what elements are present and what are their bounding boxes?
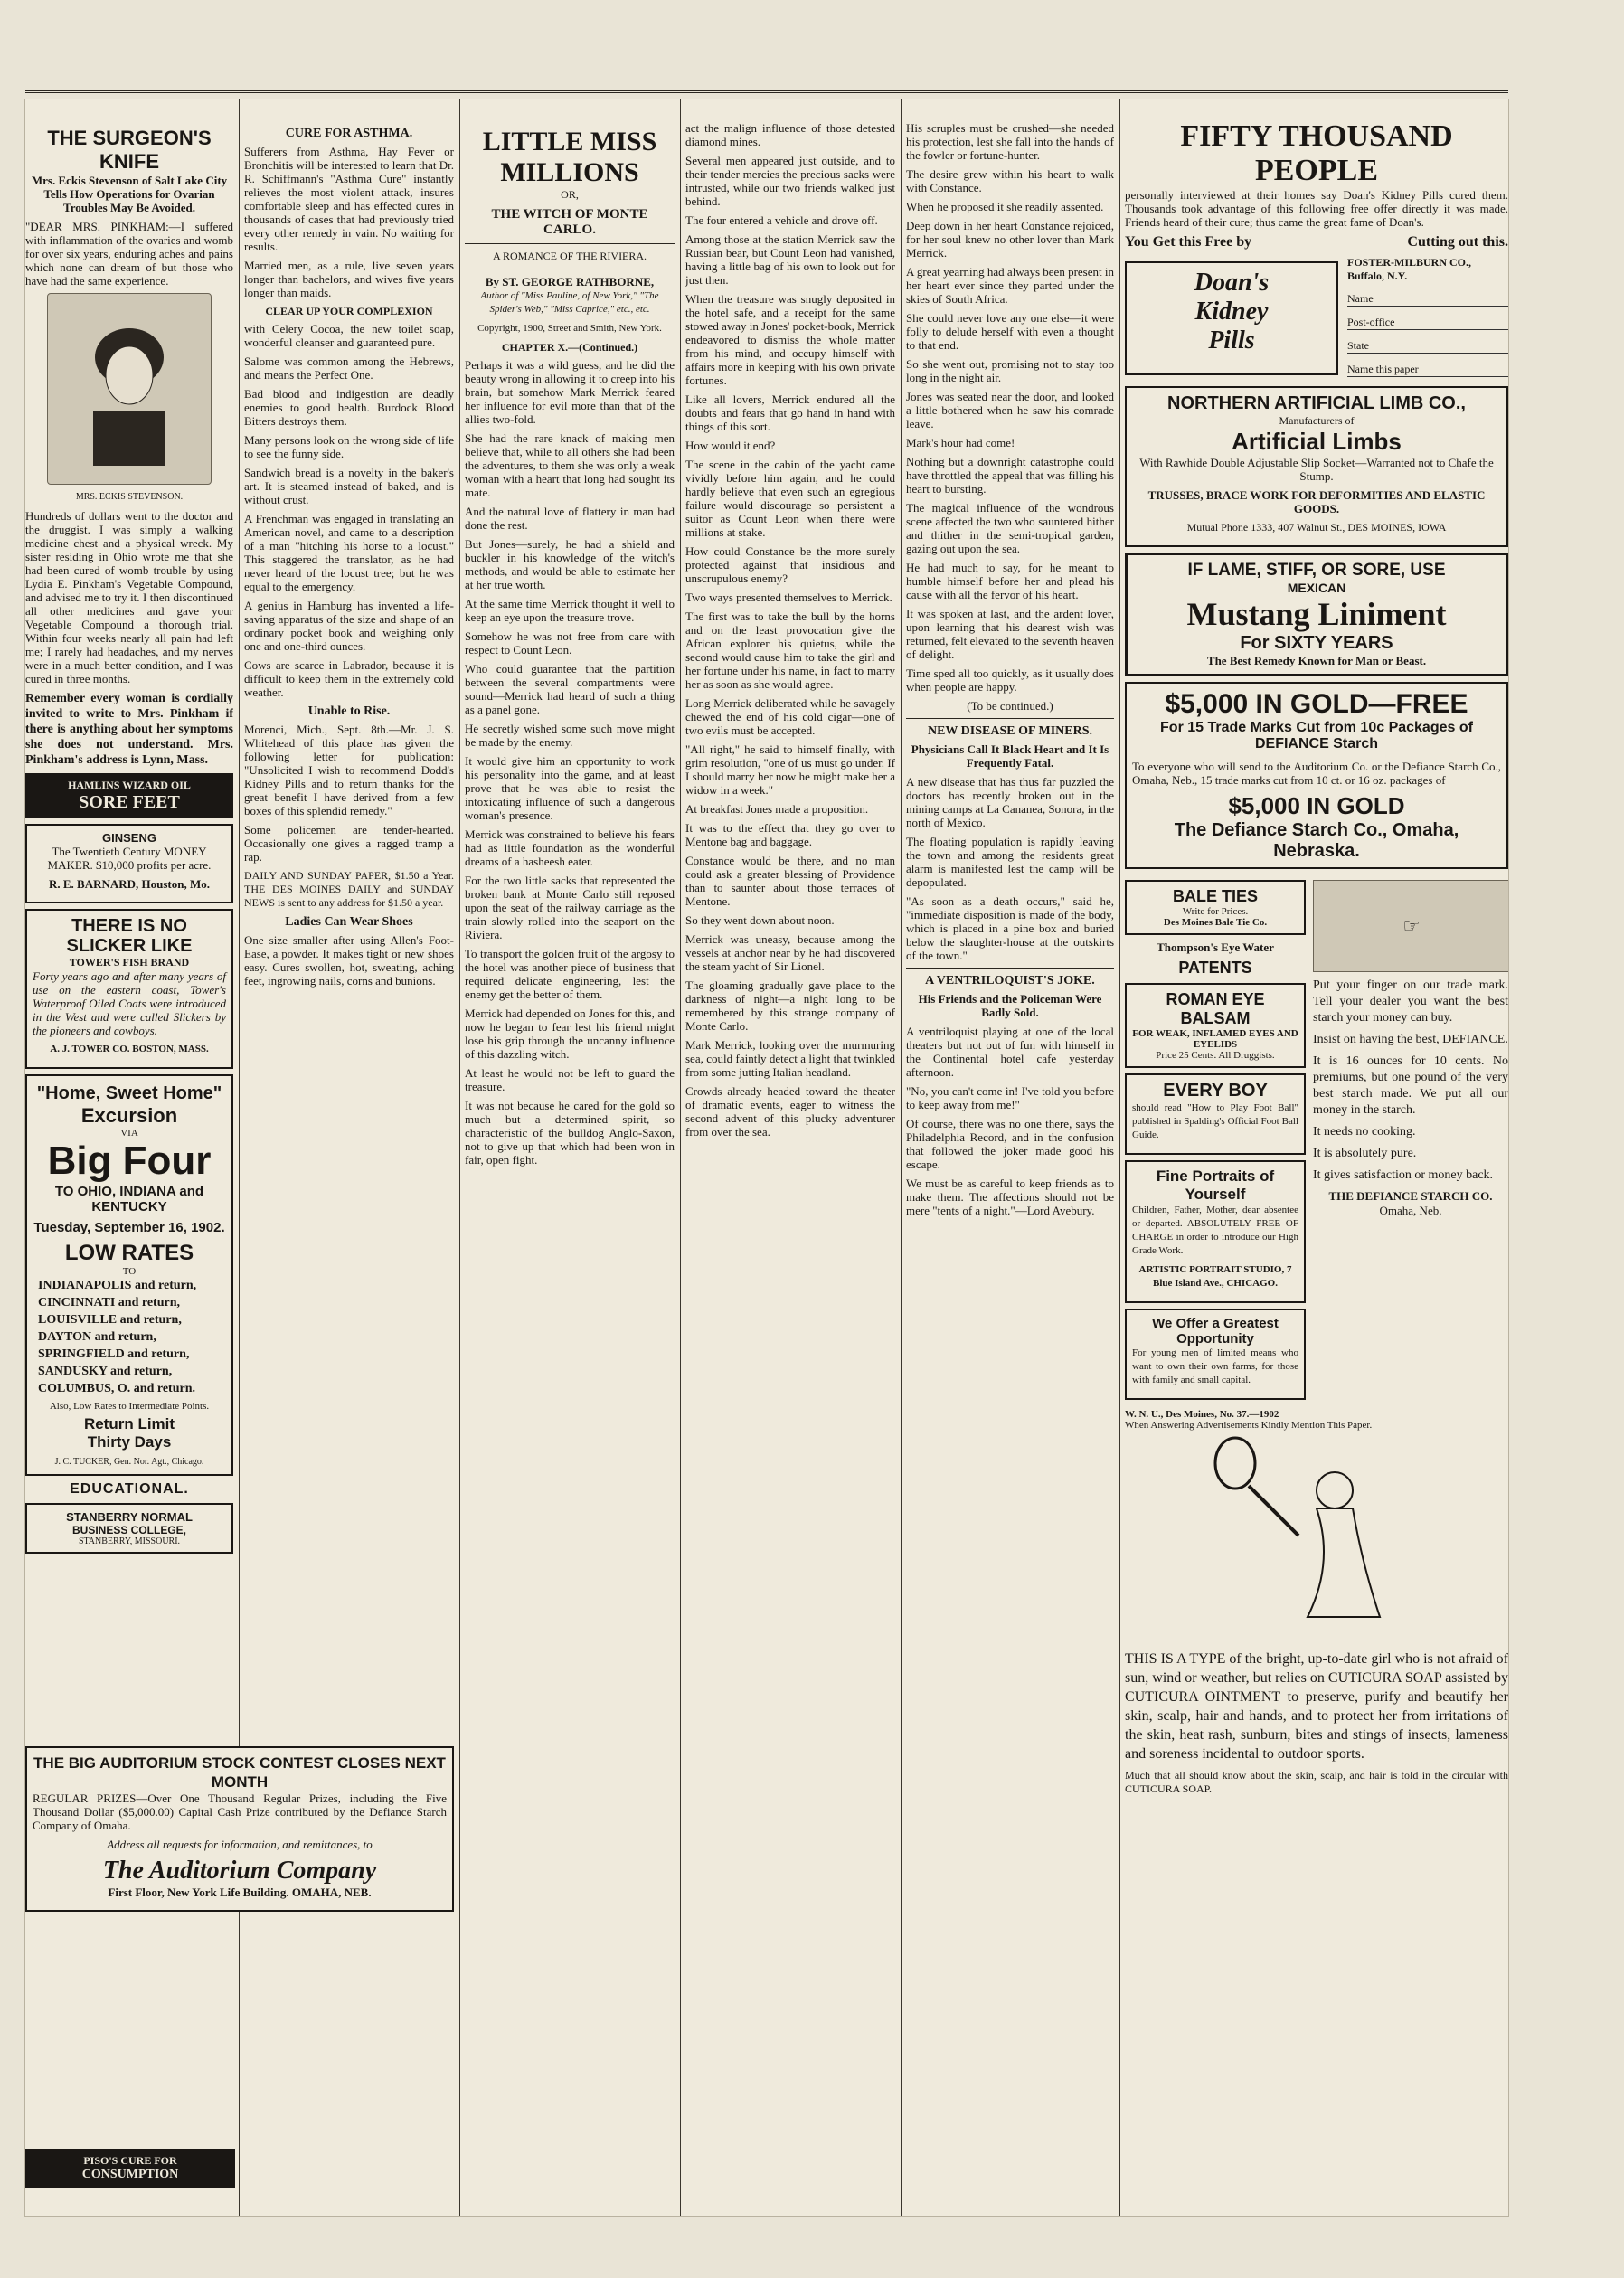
paragraph: Time sped all too quickly, as it usually does when people are happy. [906,666,1114,694]
paragraph: A Frenchman was engaged in translating an American novel, and came to a description of a man "hitching his horse to a locust." This staggered the translator, as he had never heard of the locust tree; but he was equal to the emergency. [244,512,454,593]
doans-firm: FOSTER-MILBURN CO., Buffalo, N.Y. [1347,256,1472,282]
piso-line2: CONSUMPTION [81,2168,179,2181]
auditorium-address: Address all requests for information, and remittances, to [107,1838,373,1851]
surgeon-title: THE SURGEON'S KNIFE [47,127,212,173]
column-3 [465,99,675,2216]
bigfour-rates: LOW RATES [64,1241,194,1265]
small-ads-row [1125,874,1508,1405]
paragraph: A great yearning had always been present in her heart ever since they parted under the skies of South Africa. [906,265,1114,306]
ginseng-title: GINSENG [102,831,156,845]
doans-free-row [1125,234,1508,250]
defiance-body: To everyone who will send to the Auditorium Co. or the Defiance Starch Co., Omaha, Neb., 15 trade marks cut from 10 ct. or 16 oz. packages of [1132,760,1501,787]
paragraph: act the malign influence of those detested diamond mines. [685,121,895,148]
bigfour-name: Big Four [47,1139,212,1183]
complexion-title: CLEAR UP YOUR COMPLEXION [265,305,433,317]
paragraph: And the natural love of flattery in man had done the rest. [465,505,675,532]
limb-trusses: TRUSSES, BRACE WORK FOR DEFORMITIES AND ELASTIC GOODS. [1147,488,1486,515]
paragraph: Merrick was uneasy, because among the vessels at anchor near by he had discovered the steam yacht of Sir Lionel. [685,932,895,973]
limb-mfr: Manufacturers of [1279,414,1355,427]
defiance-gold-ad [1125,682,1508,869]
doans-box-line1: Doan's [1194,269,1270,297]
joke-title: A VENTRILOQUIST'S JOKE. [925,974,1095,988]
bigfour-ad [25,1074,233,1476]
ginseng-ad [25,824,233,903]
auditorium-where: First Floor, New York Life Building. OMAHA, NEB. [108,1886,372,1899]
tennis-racket-icon [1199,1436,1434,1644]
stanberry-line2: BUSINESS COLLEGE, [71,1524,187,1536]
married-note: Married men, as a rule, live seven years longer than bachelors, and wives five years longer than maids. [244,259,454,299]
cuticura-body: THIS IS A TYPE of the bright, up-to-date girl who is not afraid of sun, wind or weather, but relies on CUTICURA SOAP assisted by CUTICURA OINTMENT to preserve, purify and beautify her skin, scalp, hair and hands, and to protect her from irritations of the skin, heat rash, sunburn, bites and stings of insects, lameness and soreness incidental to outdoor sports. [1125,1651,1508,1762]
cuticura-foot: Much that all should know about the skin, scalp, and hair is told in the circular with CUTICURA SOAP. [1125,1769,1508,1795]
serial-or: OR, [561,188,579,201]
bigfour-to2: TO [122,1266,137,1277]
asthma-title: CURE FOR ASTHMA. [285,127,413,140]
avebury-quote: We must be as careful to keep friends as to make them. The affections should not be mere "tents of a night."—Lord Avebury. [906,1177,1114,1217]
roman-title: ROMAN EYE BALSAM [1166,990,1265,1027]
coupon-state-field[interactable]: State [1347,339,1508,354]
boy-title: EVERY BOY [1163,1081,1268,1101]
starch-city: Omaha, Neb. [1379,1204,1442,1217]
paragraph: "No, you can't come in! I've told you before to keep away from me!" [906,1084,1114,1111]
auditorium-body: REGULAR PRIZES—Over One Thousand Regular Prizes, including the Five Thousand Dollar ($5,000.00) Capital Cash Prize contributed by the Defiance Starch Company of Omaha. [33,1791,447,1832]
serial-chapter: CHAPTER X.—(Continued.) [501,341,638,354]
paragraph: Among those at the station Merrick saw the Russian bear, but Count Leon had vanished, having a little bag of his own to look out for just then. [685,232,895,287]
starch-line: It is absolutely pure. [1313,1147,1417,1160]
column-5 [906,99,1114,2216]
city-line: INDIANAPOLIS and return, [38,1279,197,1292]
ladies-body: One size smaller after using Allen's Foot-Ease, a powder. It makes tight or new shoes easy. Cures swollen, hot, sweating, aching feet, ingrowing nails, corns and bunions. [244,933,454,988]
paragraph: The first was to take the bull by the horns and on the least provocation give the African explorer his quietus, while the second would cause him to take the girl and her fortune under his name, in fact to marry her as soon as she would agree. [685,610,895,691]
paragraph: Salome was common among the Hebrews, and means the Perfect One. [244,354,454,382]
paragraph: When he proposed it she readily assented. [906,200,1104,213]
mustang-mexican: MEXICAN [1287,581,1346,595]
piso-ad [25,2149,235,2188]
roman-price: Price 25 Cents. All Druggists. [1156,1050,1275,1061]
surgeon-subhead: Mrs. Eckis Stevenson of Salt Lake City Tells How Operations for Ovarian Troubles May Be Avoided. [31,174,228,214]
limb-title: NORTHERN ARTIFICIAL LIMB CO., [1167,393,1466,413]
complexion-body: with Celery Cocoa, the new toilet soap, wonderful cleanser and guaranteed pure. [244,322,454,349]
hamlins-ad [25,773,233,818]
to-be-continued: (To be continued.) [967,699,1053,713]
starch-line: It gives satisfaction or money back. [1313,1168,1494,1182]
paragraph: Merrick had depended on Jones for this, and now he began to fear lest his friend might lose his grip through the uncanny influence of this dazzling witch. [465,1007,675,1061]
tower-title: THERE IS NO SLICKER LIKE [66,916,193,956]
roman-sub: FOR WEAK, INFLAMED EYES AND EYELIDS [1132,1028,1298,1050]
defiance-title: $5,000 IN GOLD—FREE [1165,689,1468,719]
paragraph: The gloaming gradually gave place to the darkness of night—a night long to be remembered by this strange company of Monte Carlo. [685,978,895,1033]
bigfour-cities [31,1277,228,1397]
doans-box-line2: Kidney [1194,298,1269,326]
paragraph: It was spoken at last, and the ardent lover, upon learning that his dearest wish was returned, felt elevated to the seventh heaven of delight. [906,607,1114,661]
defiance-gold: $5,000 IN GOLD [1228,792,1405,819]
paragraph: How would it end? [685,439,776,452]
daily-paper-ad: DAILY AND SUNDAY PAPER, $1.50 a Year. THE DES MOINES DAILY and SUNDAY NEWS is sent to any address for $1.50 a year. [244,869,454,909]
doans-free: You Get this Free by [1125,234,1252,250]
bigfour-via: VIA [120,1128,138,1139]
column-4 [685,99,895,2216]
limb-product: Artificial Limbs [1232,428,1402,455]
city-line: DAYTON and return, [38,1330,156,1344]
serial-copyright: Copyright, 1900, Street and Smith, New York. [477,323,662,334]
serial-author-note: Author of "Miss Pauline, of New York," "The Spider's Web," "Miss Caprice," etc., etc. [480,290,659,315]
woman-portrait-icon [75,312,184,466]
doans-body: personally interviewed at their homes say Doan's Kidney Pills cured them. Thousands took advantage of this following free offer directly it was made. Friends heard of their cure; thus came the great fame of Doan's. [1125,188,1508,229]
surgeon-emph: Remember every woman is cordially invited to write to Mrs. Pinkham if there is anything about her symptoms she does not understand. Mrs. Pinkham's address is Lynn, Mass. [25,692,233,767]
city-line: LOUISVILLE and return, [38,1313,182,1327]
serial-title: LITTLE MISS MILLIONS [482,127,657,187]
paragraph: Long Merrick deliberated while he savagely chewed the end of his cold cigar—one of two evils must be accepted. [685,696,895,737]
newspaper-page [25,99,1508,2216]
bale-title: BALE TIES [1172,887,1258,905]
stanberry-ad [25,1503,233,1554]
city-line: COLUMBUS, O. and return. [38,1382,195,1395]
paragraph: His scruples must be crushed—she needed his protection, lest she fall into the hands of the fowler or fortune-hunter. [906,121,1114,162]
doans-coupon [1125,256,1508,381]
limb-addr: Mutual Phone 1333, 407 Walnut St., DES MOINES, IOWA [1186,521,1447,534]
opportunity-body: For young men of limited means who want to own their own farms, for those with family and small capital. [1132,1347,1298,1385]
auditorium-title: THE BIG AUDITORIUM STOCK CONTEST CLOSES NEXT MONTH [33,1754,446,1791]
paragraph: Like all lovers, Merrick endured all the doubts and fears that go hand in hand with things of this sort. [685,392,895,433]
wnu-line: W. N. U., Des Moines, No. 37.—1902 [1125,1409,1279,1420]
paragraph: How could Constance be the more surely protected against that insidious and unscrupulous enemy? [685,544,895,585]
bale-write: Write for Prices. [1182,906,1249,917]
portraits-firm: ARTISTIC PORTRAIT STUDIO, 7 Blue Island Ave., CHICAGO. [1138,1264,1292,1289]
boy-ad [1125,1073,1306,1155]
paragraph: She had the rare knack of making men believe that, while to all others she had been the adventures, to them she was only a weak woman with a heart that long had sought its mate. [465,431,675,499]
paragraph: Two ways presented themselves to Merrick. [685,591,892,604]
bigfour-limit1: Return Limit [83,1415,175,1432]
unable-title: Unable to Rise. [307,704,391,718]
ginseng-who: R. E. BARNARD, Houston, Mo. [48,877,211,891]
paragraph: Crowds already headed toward the theater of dramatic events, eager to witness the second advent of this plucky adventurer from over the sea. [685,1084,895,1139]
starch-line: Insist on having the best, DEFIANCE. [1313,1033,1508,1046]
portrait-caption: MRS. ECKIS STEVENSON. [75,492,184,502]
tower-maker: A. J. TOWER CO. BOSTON, MASS. [50,1044,209,1054]
paragraph: Of course, there was no one there, says the Philadelphia Record, and in the confusion that followed the joker made good his escape. [906,1117,1114,1171]
disease-title: NEW DISEASE OF MINERS. [927,724,1093,738]
auditorium-ad [25,1746,454,1912]
tennis-girl-illustration [1199,1436,1434,1644]
bale-who: Des Moines Bale Tie Co. [1163,917,1268,928]
paragraph: Many persons look on the wrong side of life to see the funny side. [244,433,454,460]
paragraph: The four entered a vehicle and drove off. [685,213,878,227]
hamlins-line2: SORE FEET [79,792,180,812]
paragraph: So they went down about noon. [685,913,835,927]
stanberry-line1: STANBERRY NORMAL [66,1510,193,1524]
paragraph: Bad blood and indigestion are deadly enemies to good health. Burdock Blood Bitters destroys them. [244,387,454,428]
paragraph: He had much to say, for he meant to humble himself before her and plead his cause with all the fervor of his heart. [906,561,1114,601]
paragraph: Cows are scarce in Labrador, because it is difficult to keep them in the extremely cold weather. [244,658,454,699]
bigfour-to: TO OHIO, INDIANA and KENTUCKY [54,1184,204,1215]
disease-sub: Physicians Call It Black Heart and It Is Frequently Fatal. [911,742,1109,770]
column-6-ads [1125,99,1508,2216]
boy-body: should read "How to Play Foot Ball" published in Spalding's Official Foot Ball Guide. [1132,1102,1298,1140]
paragraph: A genius in Hamburg has invented a life-saving apparatus of the size and shape of an ordinary pocket book and weighing only one and one-third ounces. [244,599,454,653]
unable-body: Morenci, Mich., Sept. 8th.—Mr. J. S. Whitehead of this place has given the following letter for publication: "Unsolicited I wish to recommend Dodd's Kidney Pills and to return thanks for the great benefit I have derived from a few boxes of this splendid remedy." [244,723,454,818]
coupon-name-field[interactable]: Name [1347,292,1508,307]
doans-box-line3: Pills [1208,326,1255,354]
paragraph: So she went out, promising not to stay too long in the night air. [906,357,1114,384]
bigfour-date: Tuesday, September 16, 1902. [33,1220,225,1235]
bale-ad [1125,880,1306,935]
starch-line: It needs no cooking. [1313,1125,1416,1139]
portraits-title: Fine Portraits of Yourself [1156,1167,1275,1203]
column-rule [1119,99,1120,2216]
starch-co: THE DEFIANCE STARCH CO. [1328,1189,1493,1203]
defiance-sub: For 15 Trade Marks Cut from 10c Packages of DEFIANCE Starch [1160,720,1473,751]
column-rule [459,99,460,2216]
serial-author: By ST. GEORGE RATHBORNE, [485,275,655,288]
tower-brand: TOWER'S FISH BRAND [69,956,190,969]
paragraph: Several men appeared just outside, and to their tender mercies the precious sacks were intrusted, while our two friends walked just behind. [685,154,895,208]
ladies-title: Ladies Can Wear Shoes [285,915,413,929]
bigfour-limit2: Thirty Days [87,1433,172,1451]
paragraph: "As soon as a death occurs," said he, "immediate disposition is made of the body, which is placed in a pine box and buried below the slaughter-house at the outskirts of the town." [906,894,1114,962]
doans-form [1347,256,1508,381]
limb-ad [1125,386,1508,547]
coupon-paper-field[interactable]: Name this paper [1347,363,1508,377]
paragraph: It would give him an opportunity to work his personality into the game, and at least prove that he was able to resist the intoxicating influence of such a dangerous woman's presence. [465,754,675,822]
portrait-illustration [47,293,212,485]
serial-tag: A ROMANCE OF THE RIVIERA. [492,250,647,262]
asthma-body: Sufferers from Asthma, Hay Fever or Bronchitis will be interested to learn that Dr. R. Schiffmann's "Asthma Cure" instantly relieves the most violent attack, insures comfortable sleep and has effected cures in thousands of cases that had previously tried every other remedy in vain. No waiting for results. [244,145,454,253]
piso-line1: PISO'S CURE FOR [83,2154,177,2167]
column-rule [901,99,902,2216]
bigfour-also: Also, Low Rates to Intermediate Points. [49,1401,210,1412]
coupon-postoffice-field[interactable]: Post-office [1347,316,1508,330]
joke-sub: His Friends and the Policeman Were Badly Sold. [918,992,1102,1019]
hand-icon: ☞ [1402,914,1421,937]
stanberry-place: STANBERRY, MISSOURI. [78,1536,181,1546]
doans-title: FIFTY THOUSAND PEOPLE [1180,119,1453,187]
paragraph: Mark's hour had come! [906,436,1015,449]
doans-cut: Cutting out this. [1407,234,1508,250]
paragraph: But Jones—surely, he had a shield and buckler in his knowledge of the witch's methods, and would be able to estimate her at her true worth. [465,537,675,591]
paragraph: The floating population is rapidly leaving the town and among the residents great alarm is manifested lest the camp will be depopulated. [906,835,1114,889]
masthead-rule [25,54,1508,93]
thompson-ad: Thompson's Eye Water [1157,941,1274,954]
city-line: SPRINGFIELD and return, [38,1347,190,1361]
paragraph: It was to the effect that they go over to Mentone bag and baggage. [685,821,895,848]
tower-ad [25,909,233,1069]
column-2 [244,99,454,1727]
city-line: CINCINNATI and return, [38,1296,181,1309]
tower-body: Forty years ago and after many years of use on the eastern coast, Tower's Waterproof Oiled Coats were introduced in the West and were called Slickers by the pioneers and cowboys. [33,969,226,1037]
paragraph: She could never love any one else—it were folly to delude herself with even a thought to that end. [906,311,1114,352]
paragraph: For the two little sacks that represented the broken bank at Monte Carlo still reposed upon the seat of the railway carriage as the train slowly rolled into the seaport on the Riviera. [465,874,675,941]
bigfour-title2: Excursion [80,1104,178,1127]
roman-ad [1125,983,1306,1068]
patents-ad: PATENTS [1178,959,1252,977]
mustang-ad [1125,553,1508,676]
mustang-years: For SIXTY YEARS [1240,633,1393,653]
surgeon-lead: "DEAR MRS. PINKHAM:—I suffered with inflammation of the ovaries and womb for over six years, enduring aches and pains which none can dream of but those who have had the same experience. [25,220,233,288]
ginseng-line: The Twentieth Century MONEY MAKER. $10,000 profits per acre. [47,845,212,872]
column-rule [680,99,681,2216]
paragraph: The desire grew within his heart to walk with Constance. [906,167,1114,194]
mustang-name: Mustang Liniment [1186,596,1447,632]
starch-line: It is 16 ounces for 10 cents. No premiums, but one pound of the very best starch made. We put all our money in the starch. [1313,1054,1508,1117]
paragraph: Merrick was constrained to believe his fears had as little foundation as the wonderful dreams of a hasheesh eater. [465,827,675,868]
paragraph: At least he would not be left to guard the treasure. [465,1066,675,1093]
small-ads-left [1125,874,1306,1405]
hamlins-line1: HAMLINS WIZARD OIL [68,779,191,791]
defiance-co: The Defiance Starch Co., Omaha, Nebraska. [1174,820,1459,861]
police-note: Some policemen are tender-hearted. Occasionally one gives a ragged tramp a rap. [244,823,454,864]
paragraph: Nothing but a downright catastrophe could have throttled the appeal that was filling his heart to bursting. [906,455,1114,496]
opportunity-title: We Offer a Greatest Opportunity [1152,1316,1279,1347]
paragraph: At the same time Merrick thought it well to keep an eye upon the treasure trove. [465,597,675,624]
educational-heading: EDUCATIONAL. [70,1481,189,1497]
starch-line: Put your finger on our trade mark. Tell your dealer you want the best starch your money can buy. [1313,978,1508,1025]
hand-illustration [1313,880,1508,972]
bigfour-agent: J. C. TUCKER, Gen. Nor. Agt., Chicago. [54,1457,204,1467]
surgeon-body: Hundreds of dollars went to the doctor and the druggist. I was simply a walking medicine chest and a physical wreck. My sister residing in Ohio wrote me that she had been cured of womb trouble by using Lydia E. Pinkham's Vegetable Compound, and advised me to try it. I then discontinued all other medicines and gave your Vegetable Compound a thorough trial. Within four weeks nearly all pain had left me; I rarely had headaches, and my nerves were in a much better condition, and I was cured in three months. [25,509,233,685]
limb-desc: With Rawhide Double Adjustable Slip Socket—Warranted not to Chafe the Stump. [1139,456,1494,483]
paragraph: Perhaps it was a wild guess, and he did the beauty wrong in allowing it to creep into his brain, but somehow Mark Merrick feared her influence for evil more than that of the allies two-fold. [465,358,675,426]
mustang-top: IF LAME, STIFF, OR SORE, USE [1187,561,1446,580]
paragraph: At breakfast Jones made a proposition. [685,802,869,816]
paragraph: A ventriloquist playing at one of the local theaters but not out of fun with himself in the Continental hotel cafe yesterday afternoon. [906,1025,1114,1079]
auditorium-name: The Auditorium Company [102,1857,377,1885]
bigfour-title1: "Home, Sweet Home" [36,1083,222,1103]
paragraph: He secretly wished some such move might be made by the enemy. [465,722,675,749]
paragraph: The magical influence of the wondrous scene affected the two who sauntered hither and thither in the semi-tropical garden, gazing out upon the sea. [906,501,1114,555]
doans-pill-box [1125,261,1338,375]
starch-side-ad [1313,874,1508,1405]
paragraph: When the treasure was snugly deposited in the hotel safe, and a receipt for the same stowed away in Jones' pocket-book, Merrick endeavored to dismiss the whole matter from his mind, and occupy himself with affairs more in keeping with his own private fortunes. [685,292,895,387]
paragraph: Deep down in her heart Constance rejoiced, for her soul knew no other lover than Mark Merrick. [906,219,1114,260]
paragraph: It was not because he cared for the gold so much but a determined spirit, so characteristic of the bulldog Anglo-Saxon, not to give up that which had been won in fair, open fight. [465,1099,675,1167]
city-line: SANDUSKY and return, [38,1365,173,1378]
paragraph: Constance would be there, and no man could ask a greater blessing of Providence than to saunter about those terraces of Mentone. [685,854,895,908]
portraits-body: Children, Father, Mother, dear absentee or departed. ABSOLUTELY FREE OF CHARGE in order to introduce our High Grade Work. [1132,1205,1298,1256]
opportunity-ad [1125,1309,1306,1400]
paragraph: "All right," he said to himself finally, with grim resolution, "one of us must go under. If I should marry her now he might make her a widow in a week." [685,742,895,797]
paragraph: The scene in the cabin of the yacht came vividly before him again, and he could hardly believe that even such an egregious failure would discourage so persistent a suitor as Count Leon when there were millions at stake. [685,458,895,539]
paragraph: Somehow he was not free from care with respect to Count Leon. [465,629,675,657]
paragraph: Who could guarantee that the partition between the several compartments were sound—Merrick had heard of such a thing as a panel gone. [465,662,675,716]
portraits-ad [1125,1160,1306,1303]
paragraph: Mark Merrick, looking over the murmuring sea, could faintly detect a light that twinkled from some jutting Italian headland. [685,1038,895,1079]
serial-subtitle: THE WITCH OF MONTE CARLO. [491,207,648,237]
paragraph: Sandwich bread is a novelty in the baker's art. It is steamed instead of baked, and is without crust. [244,466,454,506]
paragraph: Jones was seated near the door, and looked a little bothered when he saw his comrade leave. [906,390,1114,430]
paragraph: A new disease that has thus far puzzled the doctors has recently broken out in the mining camps at La Cananea, Sonora, in the north of Mexico. [906,775,1114,829]
mustang-tag: The Best Remedy Known for Man or Beast. [1206,654,1427,667]
paragraph: To transport the golden fruit of the argosy to the hotel was another piece of business that required delicate engineering, lest the enemy get the better of them. [465,947,675,1001]
wnu-note: When Answering Advertisements Kindly Mention This Paper. [1125,1420,1373,1431]
